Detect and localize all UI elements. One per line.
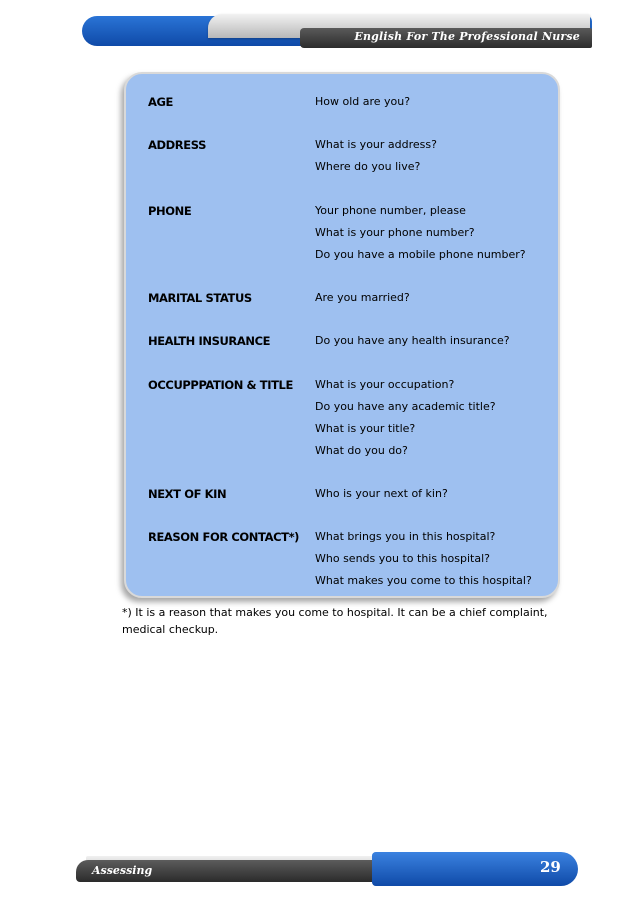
field-label: OCCUPPPATION & TITLE (148, 378, 293, 392)
section-label: Assessing (92, 864, 153, 877)
question-list (315, 95, 410, 117)
patient-data-card (124, 72, 560, 598)
question: How old are you? (315, 95, 411, 108)
footnote (122, 604, 562, 638)
question: Do you have any health insurance? (315, 334, 510, 347)
question-list (315, 378, 496, 466)
question: What brings you in this hospital? (315, 530, 496, 543)
question-list (315, 138, 437, 182)
field-label: HEALTH INSURANCE (148, 334, 271, 348)
question: Where do you live? (315, 160, 421, 173)
question-list (315, 530, 532, 596)
field-label: PHONE (148, 204, 192, 218)
question: Do you have a mobile phone number? (315, 248, 526, 261)
field-label: REASON FOR CONTACT*) (148, 530, 300, 544)
field-label: MARITAL STATUS (148, 291, 252, 305)
question: What is your phone number? (315, 226, 475, 239)
question: What is your address? (315, 138, 437, 151)
question: Who is your next of kin? (315, 487, 448, 500)
question-list (315, 204, 526, 270)
question: What do you do? (315, 444, 408, 457)
question: Are you married? (315, 291, 410, 304)
field-label: NEXT OF KIN (148, 487, 227, 501)
question-list (315, 291, 410, 313)
field-label: ADDRESS (148, 138, 206, 152)
book-title: English For The Professional Nurse (354, 30, 580, 43)
page-number: 29 (540, 858, 561, 876)
question: What is your title? (315, 422, 416, 435)
question-list (315, 334, 510, 356)
question-list (315, 487, 448, 509)
field-label: AGE (148, 95, 173, 109)
question: Do you have any academic title? (315, 400, 496, 413)
footnote-line: *) It is a reason that makes you come to hospital. It can be a chief complaint, (122, 606, 548, 619)
question: Who sends you to this hospital? (315, 552, 490, 565)
question: What makes you come to this hospital? (315, 574, 532, 587)
question: What is your occupation? (315, 378, 455, 391)
footnote-line: medical checkup. (122, 623, 219, 636)
question: Your phone number, please (315, 204, 466, 217)
